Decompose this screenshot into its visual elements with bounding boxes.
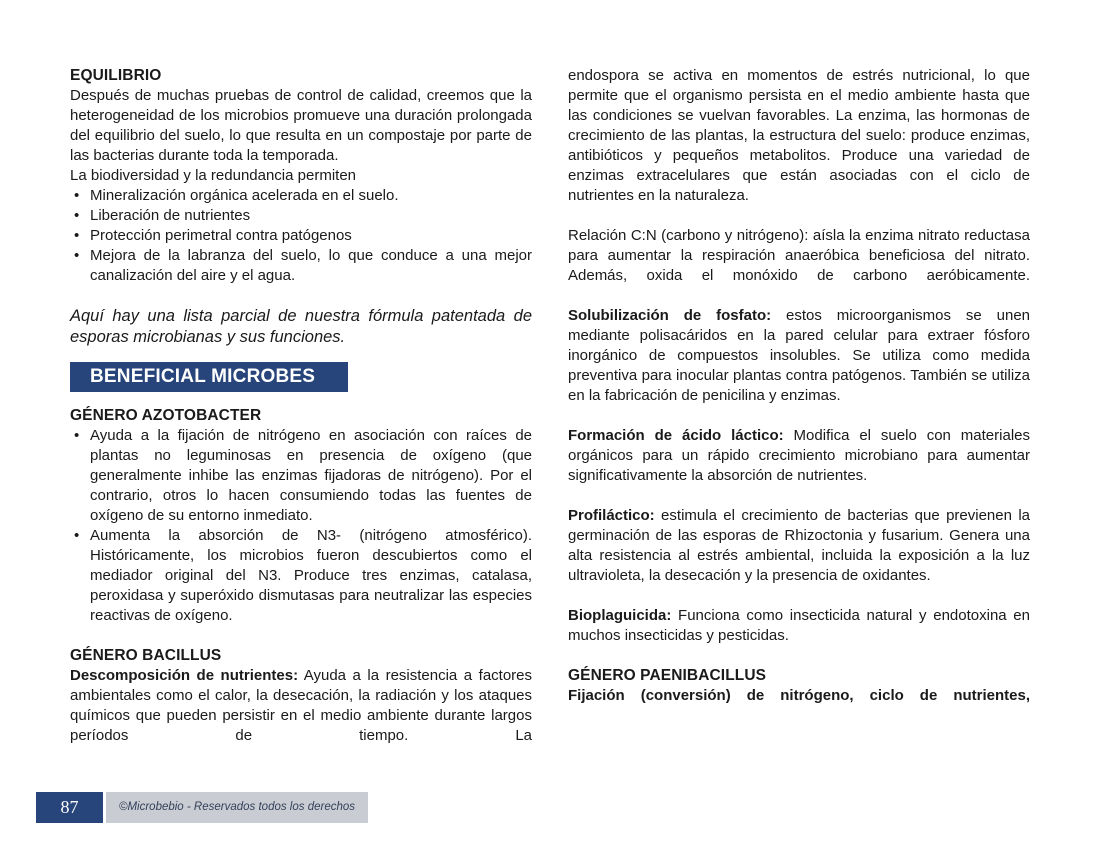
profilactico-paragraph <box>568 506 1030 586</box>
acido-lactico-text: Modifica el suelo con materiales orgánicos para un rápido crecimiento microbiano para aumentar significativamente la absorción de nutrientes. <box>568 427 1030 484</box>
profilactico-text: estimula el crecimiento de bacterias que previenen la germinación de las esporas de Rhizoctonia y fusarium. Genera una alta resistencia al estrés ambiental, incluida la exposición a la luz ultravioleta, la desecación y la presencia de oxidantes. <box>568 507 1030 584</box>
bacillus-continuation: endospora se activa en momentos de estrés nutricional, lo que permite que el organismo persista en el medio ambiente hasta que las condiciones se vuelvan favorables. La enzima, las hormonas de crecimiento de las plantas, la estructura del suelo: produce enzimas, antibióticos y pequeños metabolitos. Produce una variedad de enzimas extracelulares que están asociadas con el ciclo de nutrientes en la naturaleza. <box>568 67 1030 204</box>
bacillus-heading: GÉNERO BACILLUS <box>70 647 222 664</box>
bacillus-lead: Descomposición de nutrientes: <box>70 667 299 684</box>
relacion-cn-paragraph: Relación C:N (carbono y nitrógeno): aísla la enzima nitrato reductasa para aumentar la respiración anaeróbica beneficiosa del nitrato. Además, oxida el monóxido de carbono aeróbicamente. <box>568 227 1030 284</box>
list-item: • Mejora de la labranza del suelo, lo que conduce a una mejor canalización del aire y el agua. <box>70 246 532 286</box>
beneficial-microbes-banner: BENEFICIAL MICROBES <box>70 362 348 392</box>
list-item: • Mineralización orgánica acelerada en el suelo. <box>70 186 532 206</box>
list-item: • Protección perimetral contra patógenos <box>70 226 532 246</box>
copyright-notice: ©Microbebio - Reservados todos los derechos <box>106 792 368 823</box>
equilibrio-paragraph: Después de muchas pruebas de control de calidad, creemos que la heterogeneidad de los microbios promueve una duración prolongada del equilibrio del suelo, lo que resulta en un compostaje por parte de las bacterias durante toda la temporada. <box>70 87 532 164</box>
profilactico-lead: Profiláctico: <box>568 507 655 524</box>
bioplaguicida-lead: Bioplaguicida: <box>568 607 672 624</box>
paenibacillus-lead: Fijación (conversión) de nitrógeno, ciclo de nutrientes, <box>568 687 1030 704</box>
italic-intro: Aquí hay una lista parcial de nuestra fórmula patentada de esporas microbianas y sus funciones. <box>70 307 532 346</box>
azotobacter-bullet-list <box>70 426 532 626</box>
paenibacillus-heading: GÉNERO PAENIBACILLUS <box>568 667 767 684</box>
equilibrio-heading: EQUILIBRIO <box>70 67 162 84</box>
azotobacter-heading: GÉNERO AZOTOBACTER <box>70 407 262 424</box>
acido-lactico-lead: Formación de ácido láctico: <box>568 427 784 444</box>
acido-lactico-paragraph <box>568 426 1030 486</box>
equilibrio-bullet-list <box>70 186 532 286</box>
list-item: • Aumenta la absorción de N3- (nitrógeno atmosférico). Históricamente, los microbios fueron descubiertos como el mediador original del N3. Produce tres enzimas, catalasa, peroxidasa y superóxido dismutasas para neutralizar las especies reactivas de oxígeno. <box>70 526 532 626</box>
fosfato-paragraph <box>568 306 1030 406</box>
left-column <box>70 66 532 746</box>
fosfato-lead: Solubilización de fosfato: <box>568 307 772 324</box>
bioplaguicida-paragraph <box>568 606 1030 646</box>
page-number: 87 <box>36 792 103 823</box>
bacillus-paragraph <box>70 666 532 746</box>
right-column <box>568 66 1030 706</box>
list-item: • Liberación de nutrientes <box>70 206 532 226</box>
bioplaguicida-text: Funciona como insecticida natural y endotoxina en muchos insecticidas y pesticidas. <box>568 607 1030 644</box>
fosfato-text: estos microorganismos se unen mediante polisacáridos en la pared celular para extraer fósforo inorgánico de compuestos insolubles. Se utiliza como medida preventiva para inocular plantas contra patógenos. También se utiliza en la fabricación de penicilina y enzimas. <box>568 307 1031 404</box>
list-item: • Ayuda a la fijación de nitrógeno en asociación con raíces de plantas no leguminosas en presencia de oxígeno (que generalmente inhibe las enzimas fijadoras de nitrógeno). Por el contrario, otros lo hacen consumiendo todas las fuentes de oxígeno de su entorno inmediato. <box>70 426 532 526</box>
bacillus-text: Ayuda a la resistencia a factores ambientales como el calor, la desecación, la radiación y los ataques químicos que pueden persistir en el medio ambiente durante largos períodos de tiempo. La <box>70 667 533 744</box>
equilibrio-intro-line: La biodiversidad y la redundancia permiten <box>70 167 357 184</box>
